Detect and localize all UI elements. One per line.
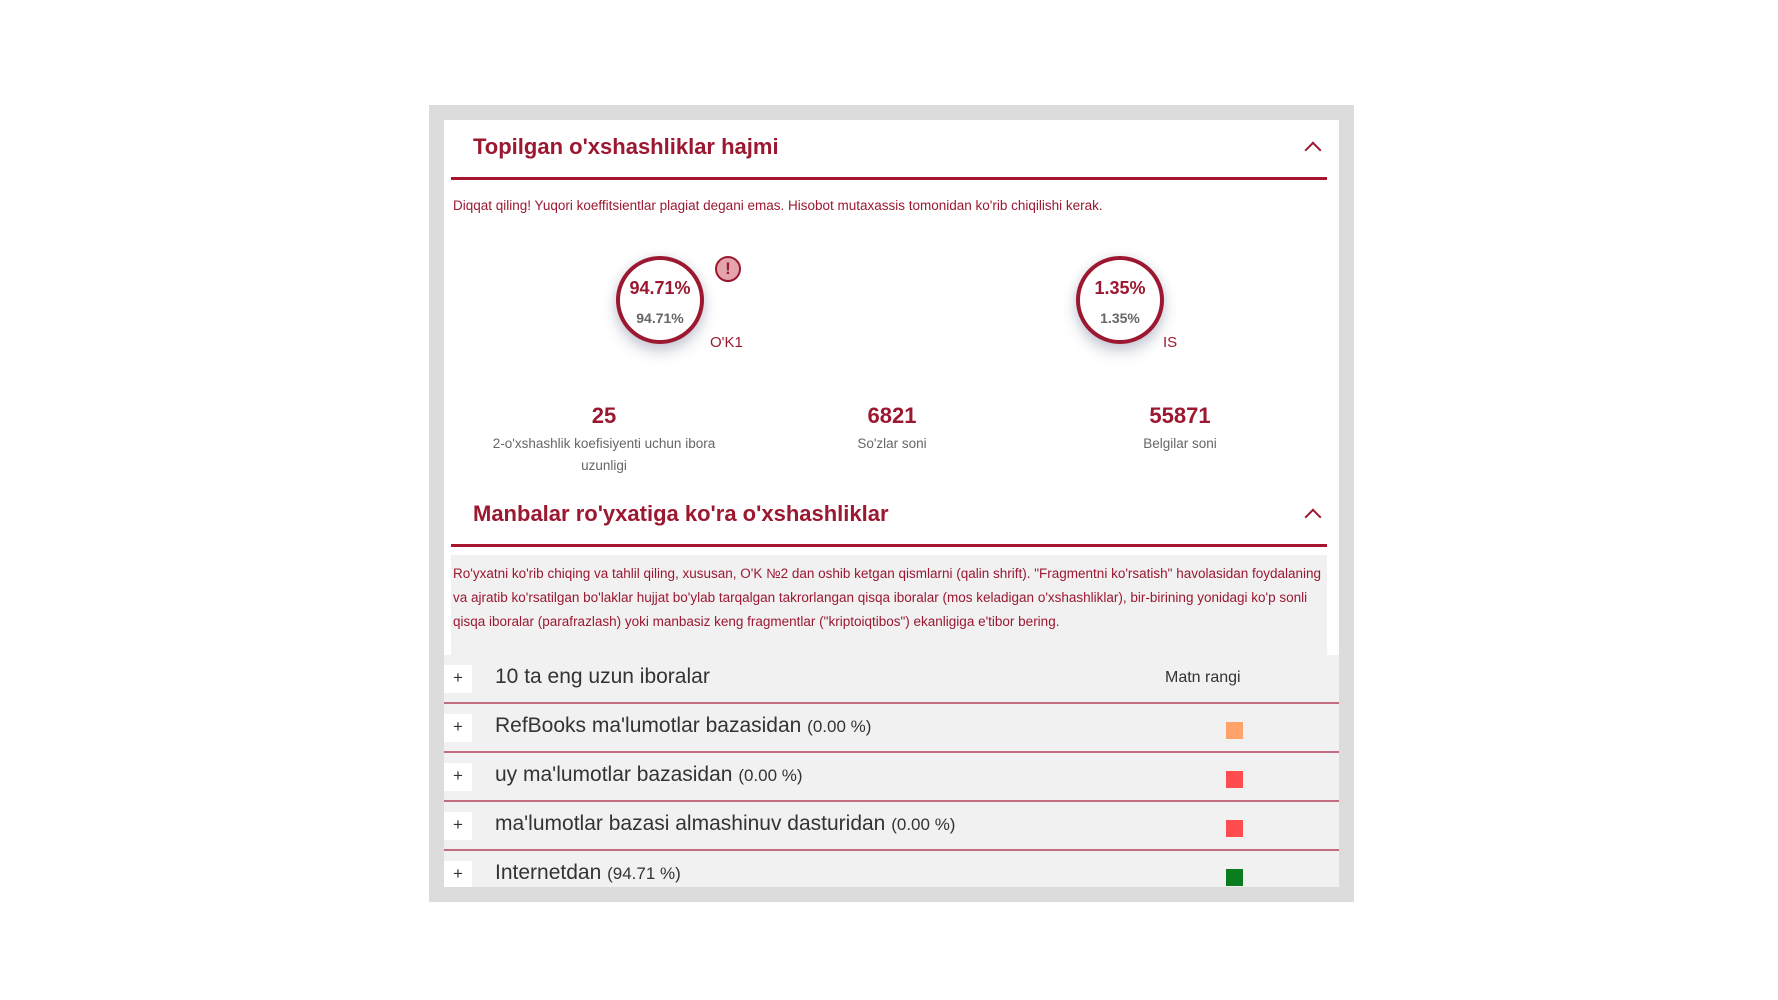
expand-icon[interactable]: + <box>444 665 472 693</box>
source-row-refbooks[interactable] <box>444 704 1339 753</box>
source-percent: (0.00 %) <box>891 815 956 834</box>
sources-list <box>444 655 1339 887</box>
row-title <box>495 714 871 738</box>
expand-icon[interactable]: + <box>444 861 472 887</box>
source-percent: (0.00 %) <box>738 766 803 785</box>
stat-value: 6821 <box>867 403 917 428</box>
stat-value: 55871 <box>1149 403 1211 428</box>
expand-icon[interactable]: + <box>444 714 472 742</box>
sources-instructions: Ro'yxatni ko'rib chiqing va tahlil qiling, xususan, O'K №2 dan oshib ketgan qismlarni (qalin shrift). "Fragmentni ko'rsatish" havolasidan foydalaning va ajratib ko'rsatilgan bo'laklar hujjat bo'ylab tarqalgan takrorlangan qisqa iboralar (mos keladigan o'xshashliklar), bir-birining yonidagi ko'p sonli qisqa iboralar (parafrazlash) yoki manbasiz keng fragmentlar ("kriptoiqtibos") ekanligiga e'tibor bering. <box>451 555 1327 655</box>
expand-icon[interactable]: + <box>444 812 472 840</box>
source-row-exchange-db[interactable] <box>444 802 1339 851</box>
source-name: uy ma'lumotlar bazasidan <box>495 763 733 786</box>
chevron-up-icon[interactable] <box>1305 509 1322 526</box>
gauge-main-value: 1.35% <box>1094 278 1146 298</box>
report-frame <box>429 105 1354 902</box>
report-panel <box>444 120 1339 887</box>
similarity-gauge-ok1 <box>616 256 704 344</box>
similarity-gauge-is <box>1076 256 1164 344</box>
stat-char-count <box>1050 403 1310 455</box>
source-name: ma'lumotlar bazasi almashinuv dasturidan <box>495 812 886 835</box>
stat-value: 25 <box>591 403 617 428</box>
gauge-label-ok1: O'K1 <box>710 334 743 351</box>
section-similarity-volume-header[interactable] <box>451 120 1327 180</box>
chevron-up-icon[interactable] <box>1305 142 1322 159</box>
gauge-label-is: IS <box>1163 334 1178 351</box>
source-percent: (0.00 %) <box>807 717 872 736</box>
text-color-column-header: Matn rangi <box>1165 669 1241 686</box>
expand-icon[interactable]: + <box>444 763 472 791</box>
row-title <box>495 861 681 885</box>
gauge-sub-value: 94.71% <box>636 310 684 326</box>
stat-label: So'zlar soni <box>857 436 927 451</box>
source-name: Internetdan <box>495 861 602 884</box>
gauge-sub-value: 1.35% <box>1100 310 1140 326</box>
source-row-home-db[interactable] <box>444 753 1339 802</box>
stat-phrase-length <box>474 403 734 477</box>
section-title: Topilgan o'xshashliklar hajmi <box>473 134 779 159</box>
gauge-main-value: 94.71% <box>629 278 691 298</box>
color-swatch <box>1226 869 1243 886</box>
stat-word-count <box>762 403 1022 455</box>
row-title <box>495 763 803 787</box>
row-title <box>495 812 955 836</box>
stat-label: Belgilar soni <box>1143 436 1217 451</box>
warning-icon[interactable]: ! <box>715 256 741 282</box>
section-title: Manbalar ro'yxatiga ko'ra o'xshashliklar <box>473 501 889 526</box>
source-percent: (94.71 %) <box>607 864 681 883</box>
list-header-row[interactable] <box>444 655 1339 704</box>
color-swatch <box>1226 771 1243 788</box>
row-title: 10 ta eng uzun iboralar <box>495 665 710 688</box>
source-row-internet[interactable] <box>444 851 1339 887</box>
source-name: RefBooks ma'lumotlar bazasidan <box>495 714 802 737</box>
stat-label: 2-o'xshashlik koefisiyenti uchun ibora uzunligi <box>492 436 716 473</box>
warning-note: Diqqat qiling! Yuqori koeffitsientlar plagiat degani emas. Hisobot mutaxassis tomonidan ko'rib chiqilishi kerak. <box>453 198 1103 213</box>
color-swatch <box>1226 722 1243 739</box>
section-sources-header[interactable] <box>451 487 1327 547</box>
color-swatch <box>1226 820 1243 837</box>
